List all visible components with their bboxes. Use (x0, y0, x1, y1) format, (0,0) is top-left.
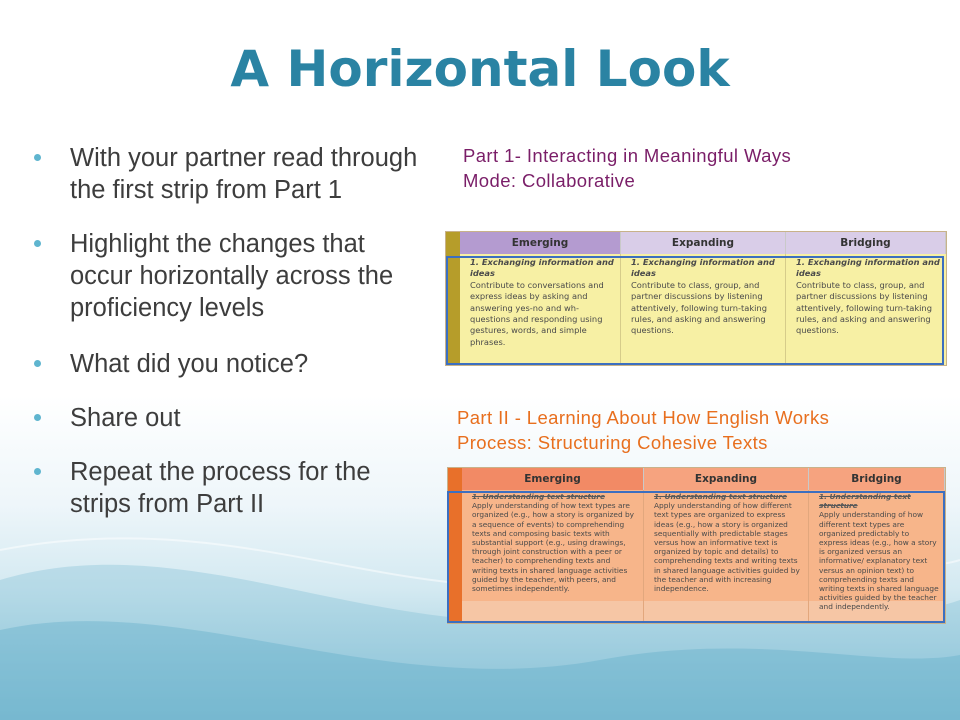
emerging-header: Emerging (460, 232, 621, 254)
emerging-header: Emerging (462, 468, 644, 490)
cell-text: Apply understanding of how different text types are organized predictably to express ideas (e.g., how a story is organized versus an informative/ explanatory text versus an opinion text) to comprehending texts and writing texts in shared language activities guided by the teacher and independently. (819, 510, 939, 612)
bullet-dot-icon (34, 414, 41, 421)
bullet-item (32, 348, 432, 380)
cell-subtitle: 1. Understanding text structure (472, 492, 605, 501)
cell-subtitle: 1. Exchanging information and ideas (631, 257, 775, 279)
part1-title: Part 1- Interacting in Meaningful Ways (463, 145, 792, 166)
cell-text: Apply understanding of how different text types are organized to express ideas (e.g., how a story is organized sequentially with predictable stages versus how an informative text is organized by topic and details) to comprehending texts and writing texts in shared language activities guided by the teacher and with increasing independence. (654, 501, 800, 594)
cell-text: Apply understanding of how text types are organized (e.g., how a story is organized by a sequence of events) to comprehending texts and composing basic texts with substantial support (e.g., using drawings, through joint construction with a peer or teacher) to comprehending texts and writing texts in shared language activities guided by the teacher, with peers, and sometimes independently. (472, 501, 635, 594)
bullet-dot-icon (34, 360, 41, 367)
cell-text: Contribute to conversations and express ideas by asking and answering yes-no and wh- questions and responding using gestures, words, and simple phrases. (470, 279, 604, 347)
cell-text: Contribute to class, group, and partner discussions by listening attentively, following turn-taking rules, and asking and answering questions. (631, 279, 767, 336)
cell-subtitle: 1. Exchanging information and ideas (470, 257, 614, 279)
part1-highlight-box (446, 256, 944, 365)
cell-subtitle: 1. Exchanging information and ideas (796, 257, 940, 279)
bullet-dot-icon (34, 468, 41, 475)
bullet-text: Share out (70, 404, 181, 432)
bullet-dot-icon (34, 154, 41, 161)
part1-label (463, 143, 791, 193)
bridging-header: Bridging (809, 468, 945, 490)
cell-subtitle: 1. Understanding text structure (819, 492, 911, 511)
cell-subtitle: 1. Understanding text structure (654, 492, 787, 501)
bullet-item (32, 456, 432, 520)
bridging-header: Bridging (786, 232, 946, 254)
bullet-item (32, 402, 432, 434)
bullet-dot-icon (34, 240, 41, 247)
bullet-text: With your partner read through the first strip from Part 1 (70, 144, 418, 204)
part2-process: Process: Structuring Cohesive Texts (457, 432, 768, 453)
slide-title: A Horizontal Look (230, 40, 730, 98)
expanding-header: Expanding (644, 468, 809, 490)
bullet-text: What did you notice? (70, 350, 309, 378)
expanding-header: Expanding (621, 232, 786, 254)
cell-text: Contribute to class, group, and partner discussions by listening attentively, following turn-taking rules, and asking and answering questions. (796, 279, 932, 336)
bullet-text: Repeat the process for the strips from Part II (70, 458, 371, 518)
bullet-list (32, 142, 432, 540)
bullet-item (32, 142, 432, 206)
part2-highlight-box (447, 491, 945, 623)
part2-title: Part II - Learning About How English Works (457, 407, 830, 428)
bullet-item (32, 228, 432, 324)
part1-mode: Mode: Collaborative (463, 170, 636, 191)
bullet-text: Highlight the changes that occur horizontally across the proficiency levels (70, 230, 394, 322)
part2-label (457, 405, 829, 455)
